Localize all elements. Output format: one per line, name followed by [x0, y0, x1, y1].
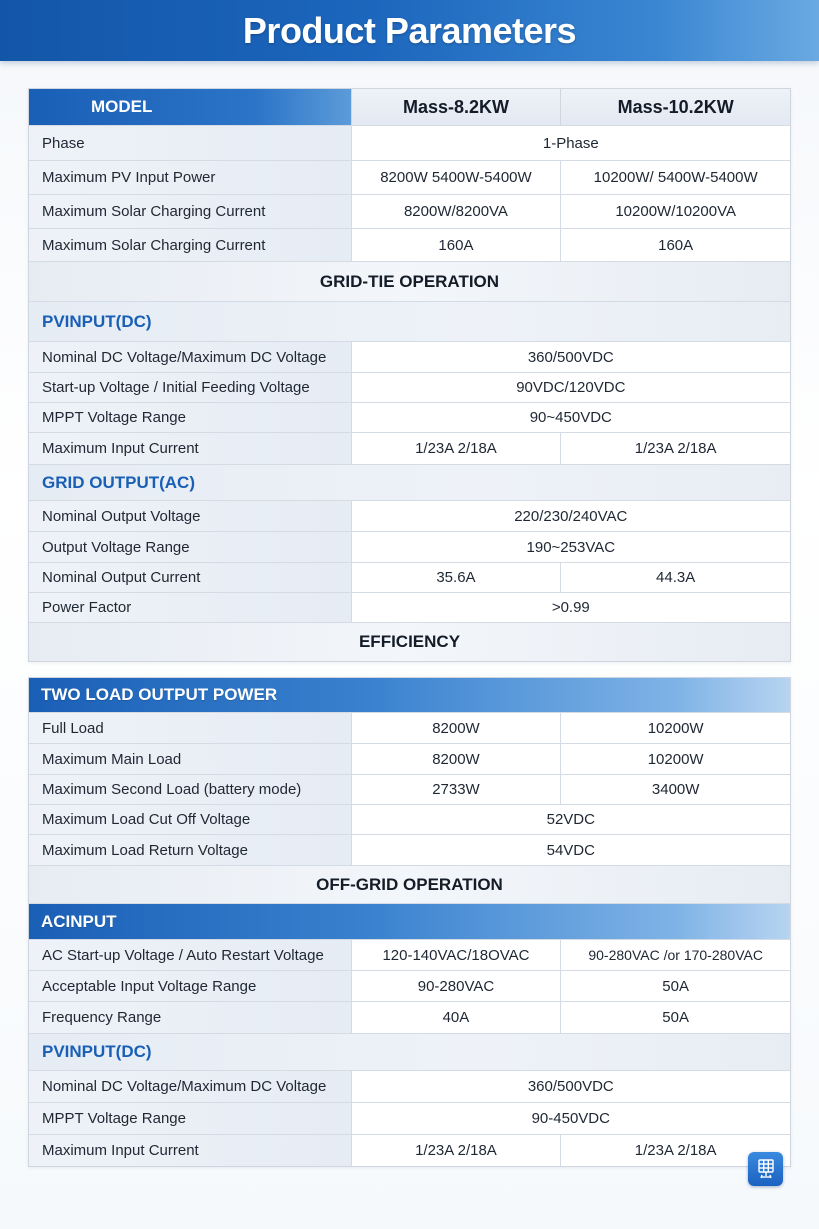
subsection-title-grid-output: GRID OUTPUT(AC)	[29, 465, 790, 500]
row-value: 360/500VDC	[352, 1071, 790, 1102]
row-value: 190~253VAC	[352, 532, 790, 562]
row-value-10-2kw: 1/23A 2/18A	[561, 433, 790, 464]
row-label: Output Voltage Range	[29, 532, 352, 562]
row-label: Maximum PV Input Power	[29, 161, 352, 194]
row-value-8-2kw: 2733W	[352, 775, 562, 804]
row-label: Nominal Output Current	[29, 563, 352, 592]
row-label: Maximum Input Current	[29, 433, 352, 464]
table-row	[29, 433, 790, 465]
row-label: Acceptable Input Voltage Range	[29, 971, 352, 1001]
row-value-10-2kw: 160A	[561, 229, 790, 261]
section-title-off-grid: OFF-GRID OPERATION	[29, 866, 790, 903]
row-label: Power Factor	[29, 593, 352, 622]
row-value-10-2kw: 44.3A	[561, 563, 790, 592]
row-label: AC Start-up Voltage / Auto Restart Voltage	[29, 940, 352, 970]
row-value-8-2kw: 1/23A 2/18A	[352, 433, 562, 464]
subsection-row	[29, 904, 790, 940]
model-col-8-2kw: Mass-8.2KW	[352, 89, 562, 125]
row-value-8-2kw: 40A	[352, 1002, 562, 1033]
table-row	[29, 835, 790, 866]
row-label: Full Load	[29, 713, 352, 743]
solar-panel-icon	[755, 1158, 777, 1180]
subsection-title-two-load: TWO LOAD OUTPUT POWER	[29, 678, 790, 712]
subsection-row	[29, 302, 790, 342]
row-label: Nominal DC Voltage/Maximum DC Voltage	[29, 1071, 352, 1102]
subsection-title-ac-input: ACINPUT	[29, 904, 790, 939]
subsection-row	[29, 1034, 790, 1071]
row-value-8-2kw: 90-280VAC	[352, 971, 562, 1001]
solar-panel-button[interactable]	[748, 1152, 783, 1186]
row-value-10-2kw: 3400W	[561, 775, 790, 804]
model-header-row	[29, 89, 790, 126]
page-title: Product Parameters	[242, 9, 577, 51]
table-row	[29, 532, 790, 563]
row-value: 220/230/240VAC	[352, 501, 790, 531]
row-label: Nominal Output Voltage	[29, 501, 352, 531]
row-label: Maximum Solar Charging Current	[29, 229, 352, 261]
table-row	[29, 1103, 790, 1135]
row-label: Phase	[29, 126, 352, 160]
row-label: Maximum Second Load (battery mode)	[29, 775, 352, 804]
row-value-8-2kw: 160A	[352, 229, 562, 261]
table-row	[29, 563, 790, 593]
row-label: Nominal DC Voltage/Maximum DC Voltage	[29, 342, 352, 372]
table-row	[29, 373, 790, 403]
table-row	[29, 161, 790, 195]
row-value: >0.99	[352, 593, 790, 622]
row-value: 90VDC/120VDC	[352, 373, 790, 402]
row-label: Start-up Voltage / Initial Feeding Voltage	[29, 373, 352, 402]
row-value-8-2kw: 8200W	[352, 713, 562, 743]
row-value-8-2kw: 8200W/8200VA	[352, 195, 562, 228]
table-row	[29, 1071, 790, 1103]
row-label: Maximum Load Return Voltage	[29, 835, 352, 865]
model-label: MODEL	[29, 89, 352, 125]
table-row	[29, 229, 790, 262]
row-value-10-2kw: 10200W	[561, 744, 790, 774]
section-title-efficiency: EFFICIENCY	[29, 623, 790, 661]
section-row	[29, 623, 790, 661]
row-value-8-2kw: 120-140VAC/18OVAC	[352, 940, 562, 970]
row-value-10-2kw: 50A	[561, 1002, 790, 1033]
parameters-table-grid-tie	[28, 88, 791, 662]
table-row	[29, 971, 790, 1002]
row-value-10-2kw: 10200W	[561, 713, 790, 743]
row-value: 360/500VDC	[352, 342, 790, 372]
subsection-row	[29, 465, 790, 501]
table-row	[29, 1002, 790, 1034]
row-label: Maximum Input Current	[29, 1135, 352, 1166]
row-value: 90-450VDC	[352, 1103, 790, 1134]
table-row	[29, 403, 790, 433]
table-row	[29, 593, 790, 623]
row-label: MPPT Voltage Range	[29, 1103, 352, 1134]
table-row	[29, 342, 790, 373]
row-label: Maximum Solar Charging Current	[29, 195, 352, 228]
table-row	[29, 713, 790, 744]
table-row	[29, 501, 790, 532]
row-value: 1-Phase	[352, 126, 790, 160]
parameters-table-off-grid	[28, 677, 791, 1167]
table-row	[29, 805, 790, 835]
subsection-title-pv-input-offgrid: PVINPUT(DC)	[29, 1034, 790, 1070]
subsection-title-pv-input: PVINPUT(DC)	[29, 302, 790, 341]
row-value-10-2kw: 10200W/10200VA	[561, 195, 790, 228]
row-value-8-2kw: 1/23A 2/18A	[352, 1135, 562, 1166]
table-row	[29, 126, 790, 161]
subsection-row	[29, 678, 790, 713]
section-title-grid-tie: GRID-TIE OPERATION	[29, 262, 790, 301]
row-value-10-2kw: 1/23A 2/18A	[561, 1135, 790, 1166]
row-label: MPPT Voltage Range	[29, 403, 352, 432]
model-col-10-2kw: Mass-10.2KW	[561, 89, 790, 125]
row-label: Maximum Main Load	[29, 744, 352, 774]
title-banner	[0, 0, 819, 61]
row-value-8-2kw: 8200W	[352, 744, 562, 774]
row-value-8-2kw: 35.6A	[352, 563, 562, 592]
row-value: 90~450VDC	[352, 403, 790, 432]
table-row	[29, 1135, 790, 1166]
row-label: Maximum Load Cut Off Voltage	[29, 805, 352, 834]
table-row	[29, 195, 790, 229]
row-value-10-2kw: 10200W/ 5400W-5400W	[561, 161, 790, 194]
row-label: Frequency Range	[29, 1002, 352, 1033]
row-value-10-2kw: 50A	[561, 971, 790, 1001]
table-row	[29, 940, 790, 971]
table-row	[29, 744, 790, 775]
row-value-8-2kw: 8200W 5400W-5400W	[352, 161, 562, 194]
section-row	[29, 866, 790, 904]
row-value: 52VDC	[352, 805, 790, 834]
row-value: 54VDC	[352, 835, 790, 865]
section-row	[29, 262, 790, 302]
table-row	[29, 775, 790, 805]
row-value-10-2kw: 90-280VAC /or 170-280VAC	[561, 940, 790, 970]
